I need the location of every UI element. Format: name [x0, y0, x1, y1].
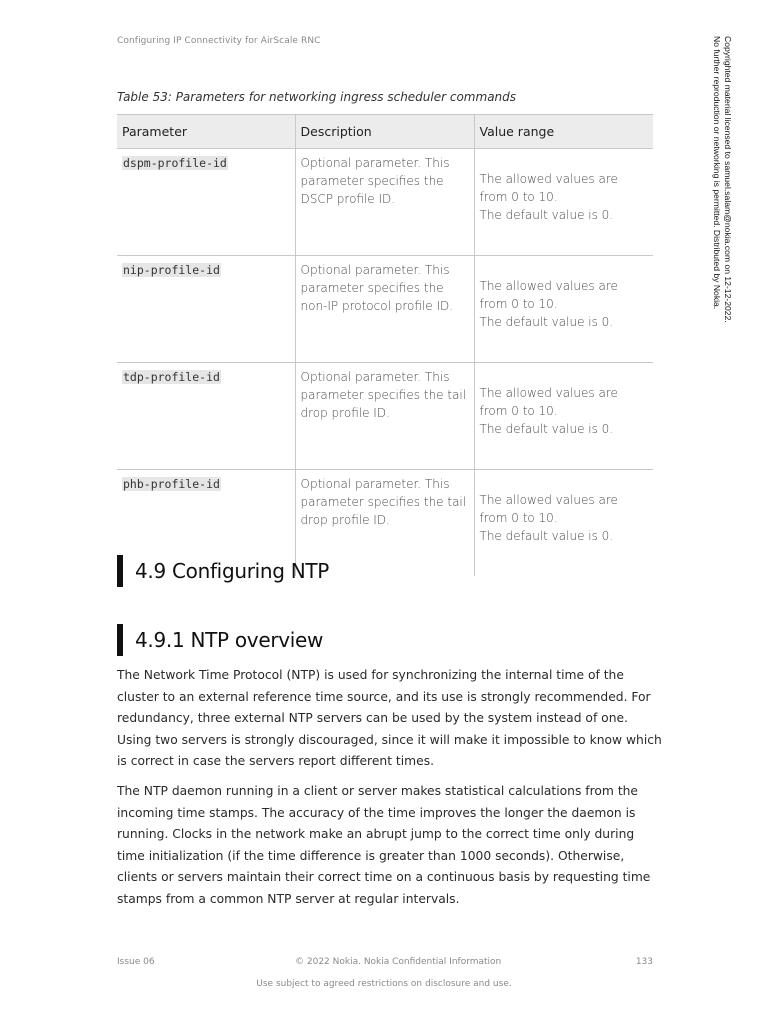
subsection-heading [117, 624, 323, 656]
value-range-default: The default value is 0. [479, 208, 614, 222]
value-range-cell [474, 149, 653, 256]
description-cell: Optional parameter. This parameter specifies the DSCP profile ID. [295, 149, 474, 256]
column-header-parameter: Parameter [117, 115, 295, 149]
footer-disclaimer: Use subject to agreed restrictions on disclosure and use. [256, 979, 512, 989]
value-range-allowed: The allowed values are from 0 to 10. [479, 386, 618, 418]
table-row [117, 256, 653, 363]
value-range-cell [474, 363, 653, 470]
parameter-name: dspm-profile-id [123, 156, 227, 170]
running-header: Configuring IP Connectivity for AirScale RNC [117, 36, 321, 46]
table-caption: Table 53: Parameters for networking ingress scheduler commands [117, 90, 517, 104]
section-title: 4.9 Configuring NTP [135, 559, 330, 583]
heading-bar [117, 555, 123, 587]
table-header-row [117, 115, 653, 149]
column-header-value-range: Value range [474, 115, 653, 149]
value-range-cell [474, 256, 653, 363]
footer-copyright: © 2022 Nokia. Nokia Confidential Information [295, 957, 502, 967]
side-note-line-1: Copyrighted material licensed to samuel.salam@nokia.com on 12-12-2022. [723, 36, 733, 323]
side-note-line-2: No further reproduction or networking is permitted. Distributed by Nokia. [712, 36, 722, 310]
parameter-cell [117, 256, 295, 363]
footer-issue: Issue 06 [117, 957, 155, 967]
body-paragraph: The NTP daemon running in a client or server makes statistical calculations from the incoming time stamps. The accuracy of the time improves the longer the daemon is running. Clocks in the network make an abrupt jump to the correct time only during time initialization (if the time difference is greater than 1000 seconds). Otherwise, clients or servers maintain their correct time on a continuous basis by requesting time stamps from a common NTP server at regular intervals. [117, 784, 651, 906]
description-cell: Optional parameter. This parameter specifies the tail drop profile ID. [295, 363, 474, 470]
value-range-allowed: The allowed values are from 0 to 10. [479, 493, 618, 525]
description-cell: Optional parameter. This parameter specifies the tail drop profile ID. [295, 470, 474, 577]
parameter-name: phb-profile-id [123, 477, 220, 491]
page-number: 133 [635, 957, 653, 967]
table-row [117, 149, 653, 256]
table-row [117, 363, 653, 470]
value-range-default: The default value is 0. [479, 422, 614, 436]
value-range-default: The default value is 0. [479, 529, 614, 543]
section-heading [117, 555, 329, 587]
description-cell: Optional parameter. This parameter specifies the non-IP protocol profile ID. [295, 256, 474, 363]
parameter-cell [117, 363, 295, 470]
column-header-description: Description [295, 115, 474, 149]
heading-bar [117, 624, 123, 656]
value-range-default: The default value is 0. [479, 315, 614, 329]
parameter-name: tdp-profile-id [123, 370, 220, 384]
value-range-allowed: The allowed values are from 0 to 10. [479, 279, 618, 311]
body-paragraph: The Network Time Protocol (NTP) is used for synchronizing the internal time of the cluster to an external reference time source, and its use is strongly recommended. For redundancy, three external NTP servers can be used by the system instead of one. Using two servers is strongly discouraged, since it will make it impossible to know which is correct in case the servers report different times. [117, 668, 662, 768]
parameter-cell [117, 149, 295, 256]
parameter-name: nip-profile-id [123, 263, 220, 277]
copyright-side-note [711, 36, 733, 323]
value-range-allowed: The allowed values are from 0 to 10. [479, 172, 618, 204]
subsection-title: 4.9.1 NTP overview [135, 628, 324, 652]
value-range-cell [474, 470, 653, 577]
parameters-table [117, 114, 653, 576]
